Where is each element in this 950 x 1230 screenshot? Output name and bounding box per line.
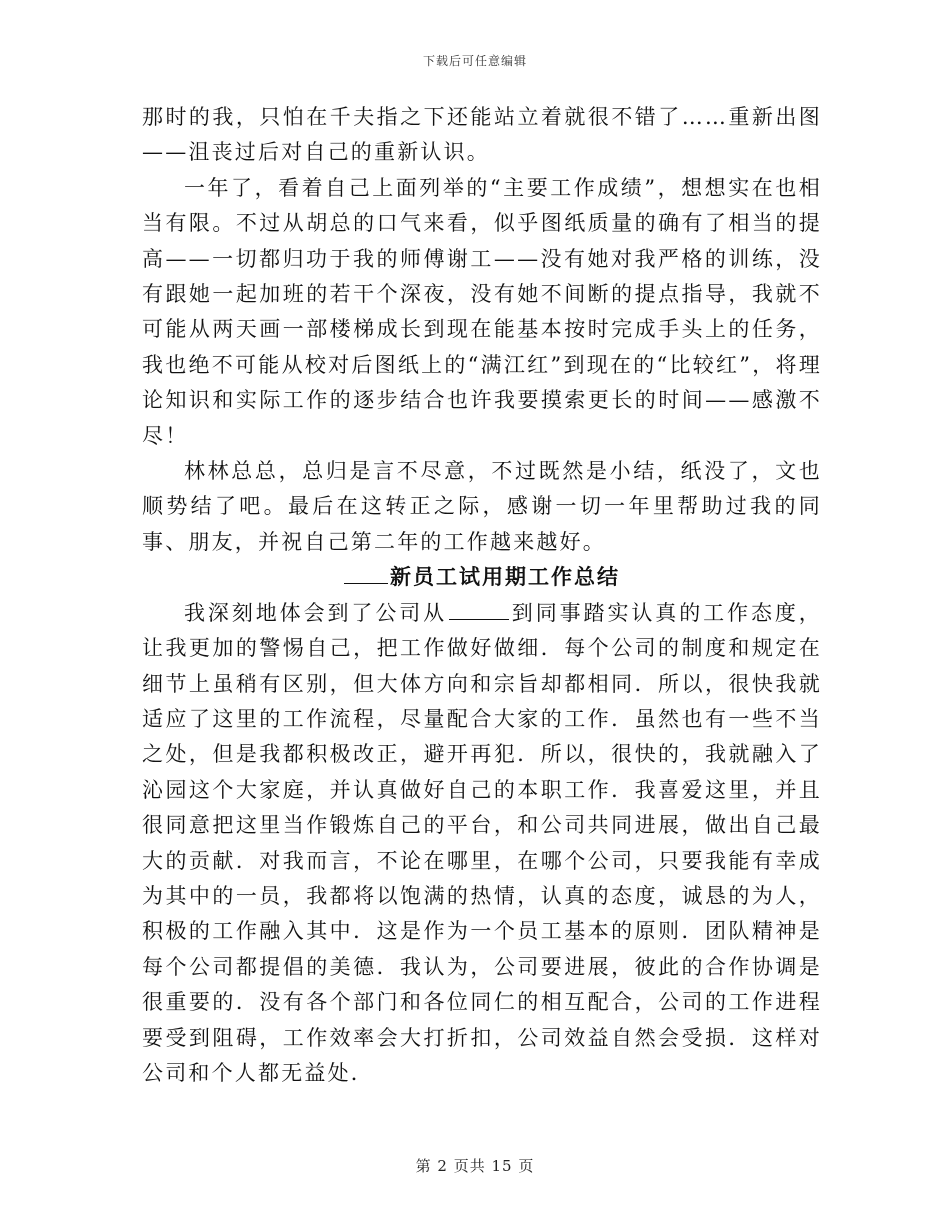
- page-header: 下载后可任意编辑: [422, 54, 527, 68]
- paragraph-2: 一年了，看着自己上面列举的“主要工作成绩”，想想实在也相当有限。不过从胡总的口气来看，似乎图纸质量的确有了相当的提高——一切都归功于我的师傅谢工——没有她对我严格的训练，没有跟她一起加班的若干个深夜，没有她不间断的提点指导，我就不可能从两天画一部楼梯成长到现在能基本按时完成手头上的任务，我也绝不可能从校对后图纸上的“满江红”到现在的“比较红”，将理论知识和实际工作的逐步结合也许我要摸索更长的时间——感激不尽！: [142, 175, 822, 448]
- section-paragraph-rest: 到同事踏实认真的工作态度，让我更加的警惕自己，把工作做好做细．每个公司的制度和规定在细节上虽稍有区别，但大体方向和宗旨却都相同．所以，很快我就适应了这里的工作流程，尽量配合大家的工作．虽然也有一些不当之处，但是我都积极改正，避开再犯．所以，很快的，我就融入了沁园这个大家庭，并认真做好自己的本职工作．我喜爱这里，并且很同意把这里当作锻炼自己的平台，和公司共同进展，做出自己最大的贡献．对我而言，不论在哪里，在哪个公司，只要我能有幸成为其中的一员，我都将以饱满的热情，认真的态度，诚恳的为人，积极的工作融入其中．这是作为一个员工基本的原则．团队精神是每个公司都提倡的美德．我认为，公司要进展，彼此的合作协调是很重要的．没有各个部门和各位同仁的相互配合，公司的工作进程要受到阻碍，工作效率会大打折扣，公司效益自然会受损．这样对公司和个人都无益处．: [142, 600, 822, 1085]
- title-blank-underline: [344, 565, 388, 584]
- section-title: [142, 560, 822, 595]
- page-footer: 第 2 页共 15 页: [415, 1157, 535, 1175]
- section-title-text: 新员工试用期工作总结: [390, 565, 620, 590]
- section-paragraph-prefix: 我深刻地体会到了公司从: [184, 600, 448, 625]
- paragraph-3: 林林总总，总归是言不尽意，不过既然是小结，纸没了，文也顺势结了吧。最后在这转正之际，感谢一切一年里帮助过我的同事、朋友，并祝自己第二年的工作越来越好。: [142, 459, 822, 554]
- section-paragraph: [142, 596, 822, 1092]
- paragraph-1: 那时的我，只怕在千夫指之下还能站立着就很不错了……重新出图——沮丧过后对自己的重新认识。: [142, 105, 822, 165]
- document-body: [142, 100, 822, 1091]
- paragraph-blank-underline: [449, 601, 509, 620]
